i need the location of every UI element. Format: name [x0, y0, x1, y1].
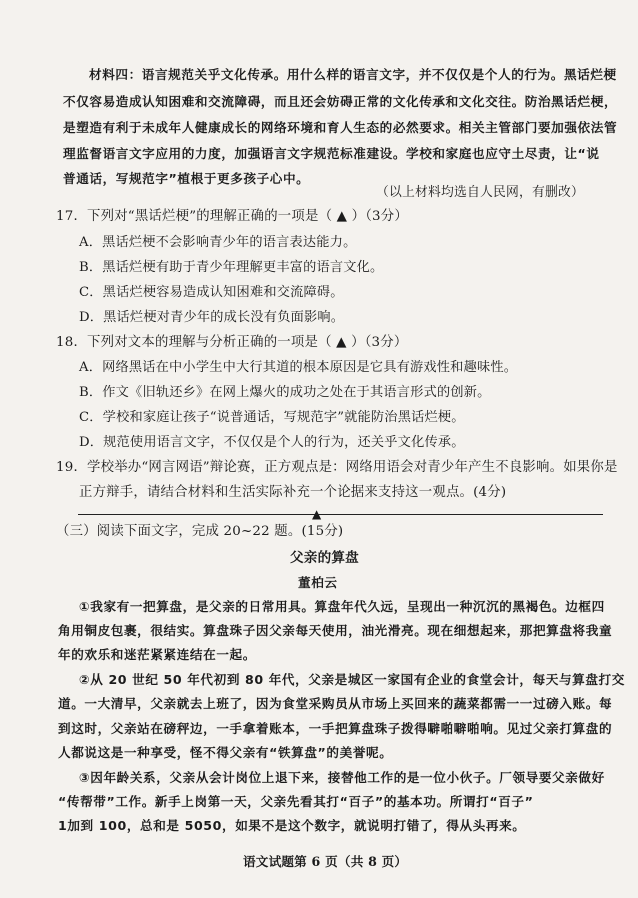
story-line-5: 道。一大清早，父亲就去上班了，因为食堂采购员从市场上买回来的蔬菜都需一一过磅入账。每 [58, 696, 613, 711]
question-18-option-b: B．作文《旧轨还乡》在网上爆火的成功之处在于其语言形式的创新。 [79, 385, 491, 400]
question-17-option-c: C．黑话烂梗容易造成认知困难和交流障碍。 [79, 285, 344, 300]
story-line-10: 1加到 100，总和是 5050，如果不是这个数字，就说明打错了，得从头再来。 [58, 818, 526, 833]
question-19-line-2: 正方辩手，请结合材料和生活实际补充一个论据来支持这一观点。(4分) [79, 485, 507, 500]
story-line-6: 到这时，父亲站在磅秤边，一手拿着账本，一手把算盘珠子拨得噼啪噼啪响。见过父亲打算盘的 [58, 721, 613, 736]
story-line-1: ①我家有一把算盘，是父亲的日常用具。算盘年代久远，呈现出一种沉沉的黑褐色。边框四 [79, 599, 605, 614]
question-17-option-b: B．黑话烂梗有助于青少年理解更丰富的语言文化。 [79, 260, 384, 275]
story-line-4: ②从 20 世纪 50 年代初到 80 年代，父亲是城区一家国有企业的食堂会计，每天与算盘打交 [79, 672, 625, 687]
page-footer: 语文试题第 6 页（共 8 页） [243, 854, 408, 869]
story-line-7: 人都说这是一种享受，怪不得父亲有“铁算盘”的美誉呢。 [58, 745, 393, 760]
question-18-stem: 18．下列对文本的理解与分析正确的一项是（ ▲ ）（3分） [56, 335, 408, 350]
material4-line-2: 不仅容易造成认知困难和交流障碍，而且还会妨碍正常的文化传承和文化交往。防治黑话烂梗， [63, 94, 618, 109]
story-line-3: 年的欢乐和迷茫紧紧连结在一起。 [58, 647, 256, 662]
question-19-line-1: 19．学校举办“网言网语”辩论赛，正方观点是：网络用语会对青少年产生不良影响。如果你是 [56, 460, 618, 475]
material-source-note: （以上材料均选自人民网，有删改） [376, 185, 584, 200]
story-line-8: ③因年龄关系，父亲从会计岗位上退下来，接替他工作的是一位小伙子。厂领导要父亲做好 [79, 770, 605, 785]
answer-marker: ▲ [312, 507, 322, 521]
story-line-2: 角用铜皮包裹，很结实。算盘珠子因父亲每天使用，油光滑亮。现在细想起来，那把算盘将我童 [58, 623, 613, 638]
story-author: 董柏云 [298, 575, 338, 590]
question-18-option-d: D．规范使用语言文字，不仅仅是个人的行为，还关乎文化传承。 [79, 435, 465, 450]
question-17-option-d: D．黑话烂梗对青少年的成长没有负面影响。 [79, 310, 345, 325]
answer-line [78, 514, 603, 515]
material4-line-4: 理监督语言文字应用的力度，加强语言文字规范标准建设。学校和家庭也应守土尽责，让“说 [63, 146, 600, 161]
question-18-option-a: A．网络黑话在中小学生中大行其道的根本原因是它具有游戏性和趣味性。 [79, 360, 518, 375]
material4-line-3: 是塑造有利于未成年人健康成长的网络环境和育人生态的必然要求。相关主管部门要加强依法管 [63, 120, 618, 135]
section-3-heading: （三）阅读下面文字，完成 20~22 题。(15分) [56, 524, 344, 539]
question-17-option-a: A．黑话烂梗不会影响青少年的语言表达能力。 [79, 235, 357, 250]
story-line-9: “传帮带”工作。新手上岗第一天，父亲先看其打“百子”的基本功。所谓打“百子” [58, 794, 534, 809]
material4-line-5: 普通话，写规范字”植根于更多孩子心中。 [63, 171, 310, 186]
material4-line-1: 材料四：语言规范关乎文化传承。用什么样的语言文字，并不仅仅是个人的行为。黑话烂梗 [89, 67, 617, 82]
story-title: 父亲的算盘 [290, 550, 359, 566]
question-17-stem: 17．下列对“黑话烂梗”的理解正确的一项是（ ▲ ）（3分） [56, 209, 408, 224]
question-18-option-c: C．学校和家庭让孩子“说普通话，写规范字”就能防治黑话烂梗。 [79, 410, 465, 425]
